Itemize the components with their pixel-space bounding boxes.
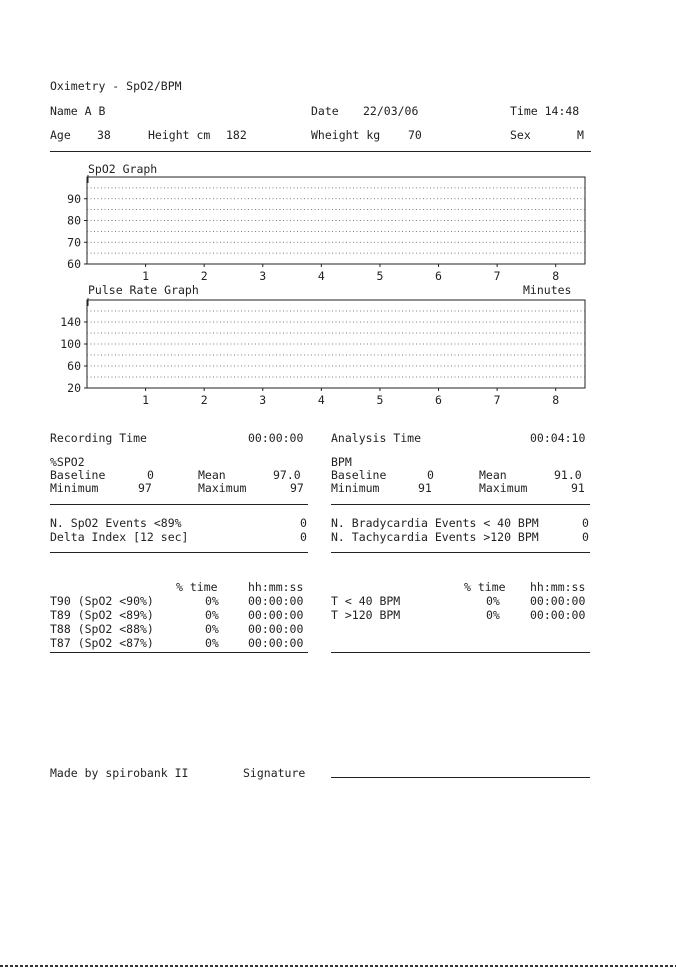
- patient-name: Name A B: [50, 104, 106, 118]
- spo2-graph: [0, 170, 676, 300]
- date-label: Date: [311, 104, 339, 118]
- spo2-baseline-label: Baseline: [50, 468, 106, 482]
- table-row-pct: 0%: [486, 608, 500, 622]
- pulse-y-tick-label: 140: [60, 315, 81, 329]
- table-row-label: T87 (SpO2 <87%): [50, 636, 154, 650]
- weight-value: 70: [408, 128, 422, 142]
- spo2-maximum-value: 97: [290, 481, 304, 495]
- stats-divider-left: [50, 504, 308, 505]
- events-divider-left: [50, 552, 308, 553]
- right-col-pct-header: % time: [464, 580, 506, 594]
- pulse-x-tick-label: 5: [376, 393, 384, 407]
- table-row-label: T >120 BPM: [331, 608, 401, 622]
- table-divider-left: [50, 652, 308, 653]
- spo2-maximum-label: Maximum: [198, 481, 247, 495]
- header-divider: [50, 151, 591, 152]
- spo2-x-tick-label: 1: [142, 269, 150, 283]
- table-row-pct: 0%: [205, 594, 219, 608]
- table-row-pct: 0%: [205, 622, 219, 636]
- table-row-pct: 0%: [205, 636, 219, 650]
- table-row-label: T < 40 BPM: [331, 594, 401, 608]
- spo2-events-value: 0: [300, 516, 307, 530]
- spo2-x-tick-label: 2: [200, 269, 208, 283]
- recording-time-label: Recording Time: [50, 431, 147, 445]
- tachycardia-events-label: N. Tachycardia Events >120 BPM: [331, 530, 539, 544]
- spo2-y-tick-label: 90: [67, 191, 81, 206]
- spo2-x-tick-label: 6: [435, 269, 442, 283]
- height-label: Height cm: [148, 128, 211, 142]
- pulse-x-tick-label: 1: [142, 393, 150, 407]
- bpm-mean-value: 91.0: [554, 468, 582, 482]
- age-label: Age: [50, 128, 71, 142]
- bpm-maximum-value: 91: [571, 481, 585, 495]
- analysis-time-label: Analysis Time: [331, 431, 422, 445]
- spo2-y-tick-label: 80: [67, 213, 81, 228]
- age-value: 38: [97, 128, 111, 142]
- minutes-axis-label: Minutes: [523, 283, 572, 297]
- spo2-mean-value: 97.0: [273, 468, 301, 482]
- date-value: 22/03/06: [363, 104, 419, 118]
- sex-label: Sex: [510, 128, 531, 142]
- recording-time-value: 00:00:00: [248, 431, 304, 445]
- table-divider-right: [331, 652, 590, 653]
- pulse-y-tick-label: 20: [67, 381, 81, 395]
- page-bottom-border: [0, 965, 676, 967]
- spo2-y-tick-label: 60: [67, 257, 81, 271]
- pulse-x-tick-label: 3: [259, 393, 267, 407]
- left-col-pct-header: % time: [176, 580, 218, 594]
- spo2-mean-label: Mean: [198, 468, 226, 482]
- bpm-mean-label: Mean: [479, 468, 507, 482]
- pulse-rate-graph: [0, 294, 676, 414]
- table-row-pct: 0%: [486, 594, 500, 608]
- spo2-y-tick-label: 70: [67, 235, 81, 250]
- time-label: Time 14:48: [510, 104, 580, 118]
- bpm-baseline-value: 0: [427, 468, 434, 482]
- right-col-time-header: hh:mm:ss: [530, 580, 586, 594]
- spo2-graph-title: SpO2 Graph: [88, 162, 158, 176]
- table-row-label: T90 (SpO2 <90%): [50, 594, 154, 608]
- table-row-time: 00:00:00: [248, 636, 304, 650]
- bradycardia-events-label: N. Bradycardia Events < 40 BPM: [331, 516, 539, 530]
- table-row-time: 00:00:00: [248, 608, 304, 622]
- pulse-x-tick-label: 2: [200, 393, 208, 407]
- events-divider-right: [331, 552, 590, 553]
- delta-index-label: Delta Index [12 sec]: [50, 530, 189, 544]
- spo2-minimum-label: Minimum: [50, 481, 99, 495]
- sex-value: M: [577, 128, 584, 142]
- spo2-x-tick-label: 3: [259, 269, 267, 283]
- table-row-time: 00:00:00: [530, 594, 586, 608]
- spo2-x-tick-label: 4: [317, 269, 325, 283]
- table-row-label: T89 (SpO2 <89%): [50, 608, 154, 622]
- pulse-graph-title: Pulse Rate Graph: [88, 283, 199, 297]
- spo2-x-tick-label: 7: [493, 269, 501, 283]
- pulse-y-tick-label: 60: [67, 359, 81, 373]
- analysis-time-value: 00:04:10: [530, 431, 586, 445]
- table-row-time: 00:00:00: [248, 622, 304, 636]
- spo2-stats-heading: %SPO2: [50, 455, 85, 469]
- bpm-stats-heading: BPM: [331, 455, 352, 469]
- signature-label: Signature: [243, 766, 306, 780]
- bpm-maximum-label: Maximum: [479, 481, 528, 495]
- table-row-time: 00:00:00: [530, 608, 586, 622]
- pulse-y-tick-label: 100: [60, 337, 81, 351]
- bpm-baseline-label: Baseline: [331, 468, 387, 482]
- bradycardia-events-value: 0: [582, 516, 589, 530]
- spo2-events-label: N. SpO2 Events <89%: [50, 516, 182, 530]
- spo2-minimum-value: 97: [138, 481, 152, 495]
- pulse-x-tick-label: 7: [493, 393, 501, 407]
- height-value: 182: [226, 128, 247, 142]
- spo2-x-tick-label: 8: [552, 269, 560, 283]
- spo2-baseline-value: 0: [147, 468, 154, 482]
- weight-label: Wheight kg: [311, 128, 381, 142]
- delta-index-value: 0: [300, 530, 307, 544]
- left-col-time-header: hh:mm:ss: [248, 580, 304, 594]
- stats-divider-right: [331, 504, 590, 505]
- table-row-pct: 0%: [205, 608, 219, 622]
- made-by-label: Made by spirobank II: [50, 766, 189, 780]
- pulse-x-tick-label: 4: [317, 393, 325, 407]
- bpm-minimum-value: 91: [418, 481, 432, 495]
- bpm-minimum-label: Minimum: [331, 481, 380, 495]
- tachycardia-events-value: 0: [582, 530, 589, 544]
- report-title: Oximetry - SpO2/BPM: [50, 79, 182, 93]
- table-row-label: T88 (SpO2 <88%): [50, 622, 154, 636]
- signature-line[interactable]: [331, 777, 590, 778]
- pulse-x-tick-label: 6: [435, 393, 442, 407]
- spo2-x-tick-label: 5: [376, 269, 384, 283]
- pulse-x-tick-label: 8: [552, 393, 560, 407]
- table-row-time: 00:00:00: [248, 594, 304, 608]
